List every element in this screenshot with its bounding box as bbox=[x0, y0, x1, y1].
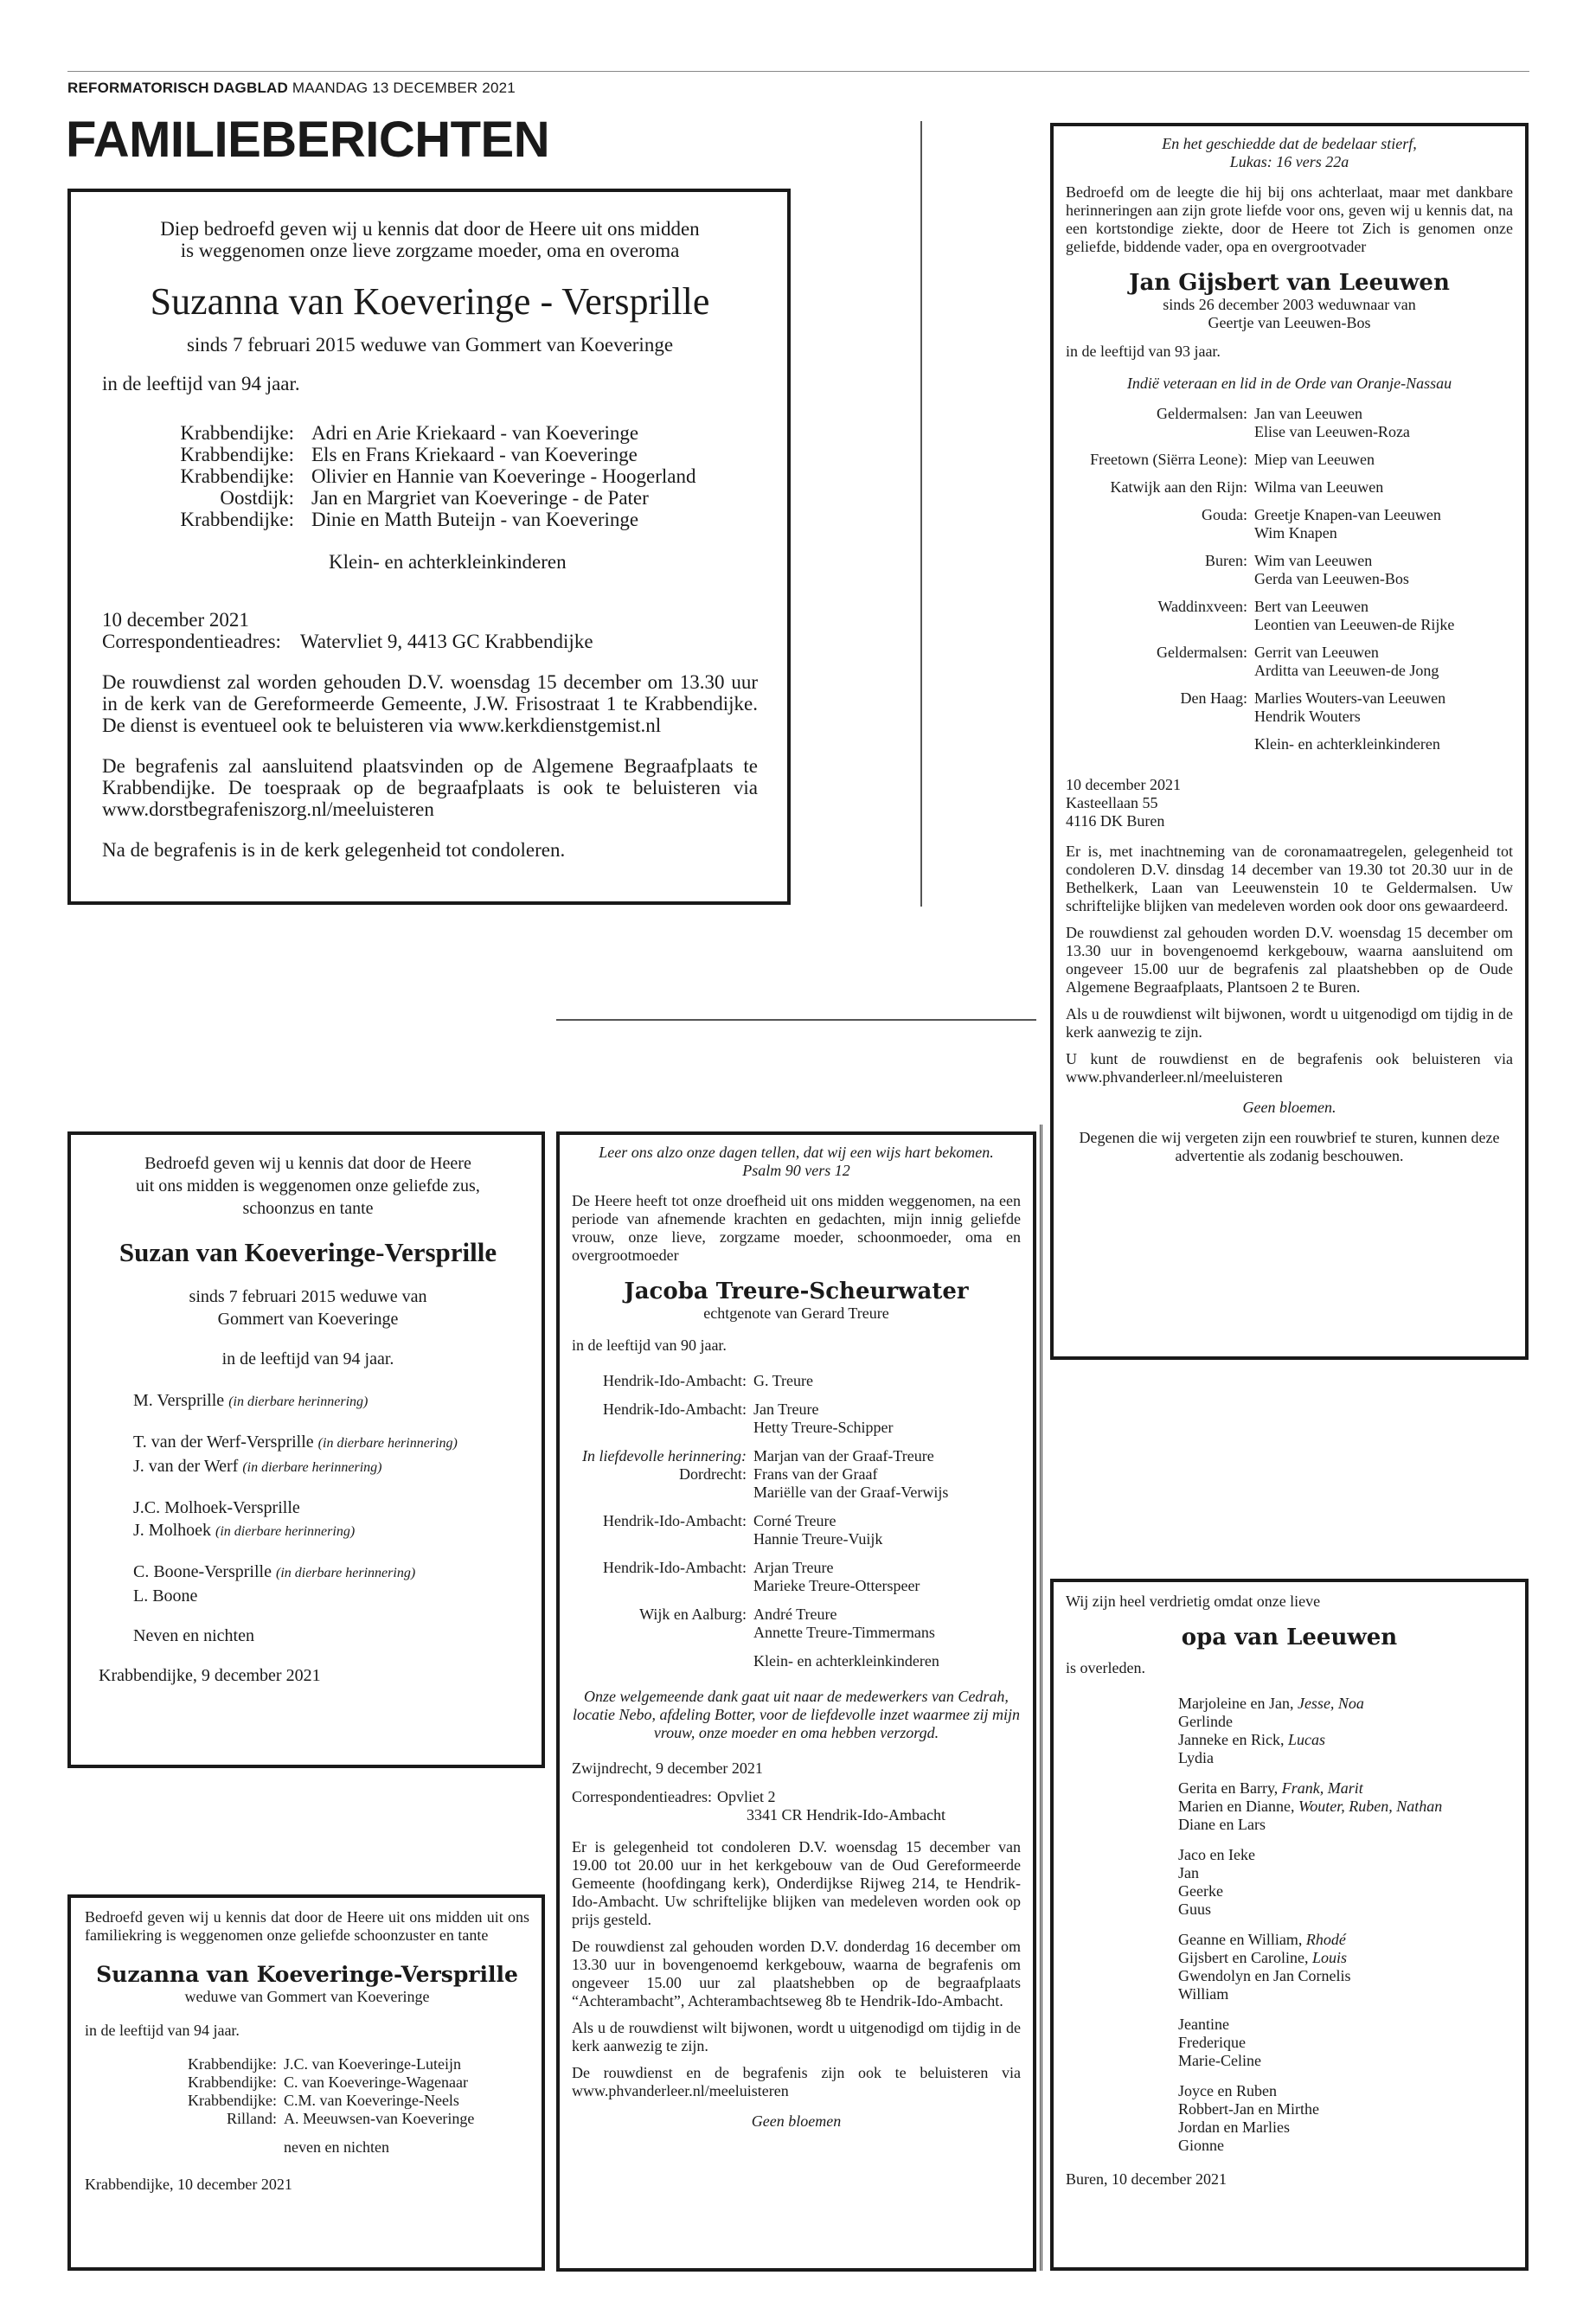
place-date: Krabbendijke, 9 december 2021 bbox=[99, 1666, 321, 1685]
family-name: Hendrik Wouters bbox=[1254, 708, 1361, 725]
family-name: Gerlinde bbox=[1178, 1713, 1233, 1730]
family-name: Gwendolyn en Jan Cornelis bbox=[1178, 1967, 1351, 1984]
family-place: Hendrik-Ido-Ambacht: bbox=[603, 1372, 747, 1389]
deceased-name: Suzanna van Koeveringe - Versprille bbox=[150, 280, 710, 323]
family-place: Krabbendijke: bbox=[188, 2055, 277, 2073]
place-date: Buren, 10 december 2021 bbox=[1066, 2170, 1227, 2188]
family-member: T. van der Werf-Versprille bbox=[133, 1433, 314, 1452]
family-name: G. Treure bbox=[753, 1372, 814, 1389]
family-name: Lydia bbox=[1178, 1749, 1214, 1766]
bible-verse: Leer ons alzo onze dagen tellen, dat wij een wijs hart bekomen. bbox=[599, 1144, 994, 1161]
family-name: Jan van Leeuwen bbox=[1254, 405, 1362, 422]
memory-note: (in dierbare herinnering) bbox=[242, 1460, 382, 1475]
family-name: Corné Treure bbox=[753, 1512, 836, 1529]
grandchildren-list bbox=[1178, 1695, 1513, 2155]
deceased-name: opa van Leeuwen bbox=[1181, 1625, 1398, 1650]
thanks-note: Onze welgemeende dank gaat uit naar de medewerkers van Cedrah, locatie Nebo, afdeling Botter, voor de liefdevolle inzet waarmee zij mijn vrouw, onze moeder en oma hebben verzorgd. bbox=[573, 1688, 1020, 1741]
age-line: in de leeftijd van 93 jaar. bbox=[1066, 343, 1221, 360]
family-name: Jaco en Ieke bbox=[1178, 1846, 1255, 1863]
address-line-2: 4116 DK Buren bbox=[1066, 812, 1165, 830]
service-info: De rouwdienst zal gehouden worden D.V. woensdag 15 december om 13.30 uur in bovengenoemd kerkgebouw, waarna aansluitend om ongeveer 15.00 uur de begrafenis zal plaatshebben op de Oude Algemene Begraafplaats, Plantsoen 2 te Buren. bbox=[1066, 924, 1513, 996]
intro-text: De Heere heeft tot onze droefheid uit ons midden weggenomen, na een periode van afnemende krachten en gedachten, mijn innig geliefde vrouw, onze lieve, zorgzame moeder, schoonmoeder, oma en overgrootmoeder bbox=[572, 1192, 1021, 1264]
family-names: C.M. van Koeveringe-Neels bbox=[284, 2092, 459, 2109]
family-name: Joyce en Ruben bbox=[1178, 2082, 1277, 2099]
intro-line-1: Diep bedroefd geven wij u kennis dat door de Heere uit ons midden bbox=[160, 218, 700, 240]
condolence-info: Er is gelegenheid tot condoleren D.V. woensdag 15 december van 19.00 tot 20.00 uur in het kerkgebouw van de Oud Gereformeerde Gemeente (hoofdingang kerk), Onderdijkse Rijweg 214, te Hendrik-Ido-Ambacht. Uw schriftelijke blijken van medeleven worden ook op prijs gesteld. bbox=[572, 1838, 1021, 1928]
verse-reference: Psalm 90 vers 12 bbox=[742, 1162, 850, 1179]
family-group bbox=[1178, 1779, 1513, 1834]
deceased-name: Suzanna van Koeveringe-Versprille bbox=[96, 1962, 518, 1987]
correspondence-address: Watervliet 9, 4413 GC Krabbendijke bbox=[299, 631, 593, 652]
child-names: Rhodé bbox=[1305, 1931, 1346, 1948]
deceased-line: is overleden. bbox=[1066, 1659, 1145, 1676]
deceased-name: Jacoba Treure-Scheurwater bbox=[624, 1279, 969, 1304]
obituary-suzanna-van-koeveringe-family bbox=[67, 1894, 545, 2271]
forgotten-note: Degenen die wij vergeten zijn een rouwbrief te sturen, kunnen deze advertentie als zodanig beschouwen. bbox=[1079, 1129, 1500, 1164]
child-names: Lucas bbox=[1287, 1731, 1325, 1748]
family-member: M. Versprille bbox=[133, 1391, 225, 1410]
family-names: C. van Koeveringe-Wagenaar bbox=[284, 2073, 468, 2091]
family-place: Waddinxveen: bbox=[1157, 598, 1247, 615]
age-line: in de leeftijd van 94 jaar. bbox=[85, 2022, 240, 2039]
correspondence-label: Correspondentieadres: bbox=[572, 1788, 712, 1805]
family-name: Wilma van Leeuwen bbox=[1254, 478, 1384, 496]
memory-note: (in dierbare herinnering) bbox=[317, 1436, 458, 1451]
memory-note: (in dierbare herinnering) bbox=[228, 1394, 369, 1409]
family-place: Rilland: bbox=[227, 2110, 277, 2127]
family-place: Buren: bbox=[1205, 552, 1247, 569]
family-group bbox=[1178, 1931, 1513, 2003]
family-member: J. van der Werf bbox=[133, 1457, 239, 1476]
family-name: Elise van Leeuwen-Roza bbox=[1254, 423, 1410, 440]
column-divider bbox=[920, 121, 922, 907]
family-list bbox=[563, 1372, 1021, 1670]
intro-line-2: is weggenomen onze lieve zorgzame moeder, oma en overoma bbox=[180, 240, 680, 261]
family-name: Wim van Leeuwen bbox=[1254, 552, 1373, 569]
family-list bbox=[102, 422, 758, 573]
deceased-name: Jan Gijsbert van Leeuwen bbox=[1129, 270, 1450, 296]
family-names: Jan en Margriet van Koeveringe - de Pater bbox=[311, 487, 649, 509]
address-line-1: Kasteellaan 55 bbox=[1066, 794, 1158, 811]
family-place: Gouda: bbox=[1202, 506, 1247, 523]
place-date: Krabbendijke, 10 december 2021 bbox=[85, 2176, 292, 2193]
service-info: De rouwdienst zal gehouden worden D.V. donderdag 16 december om 13.30 uur in bovengenoemd kerkgebouw, waarna de begrafenis om ongeveer 15.00 uur zal plaatshebben op de begraafplaats “Achterambacht”, Achterambachtseweg 8b te Hendrik-Ido-Ambacht. bbox=[572, 1938, 1021, 2009]
burial-info: De begrafenis zal aansluitend plaatsvinden op de Algemene Begraafplaats te Krabbendijke. De toespraak op de begraafplaats is ook te beluisteren via www.dorstbegrafeniszorg.nl/meeluisteren bbox=[102, 755, 758, 820]
notice-date: 10 december 2021 bbox=[102, 609, 249, 631]
column-divider-double bbox=[1040, 1125, 1042, 2271]
family-name: Jeantine bbox=[1178, 2016, 1229, 2033]
family-name: Frederique bbox=[1178, 2034, 1246, 2051]
intro-text: Bedroefd om de leegte die hij bij ons achterlaat, maar met dankbare herinneringen aan zijn grote liefde voor ons, geven wij u kennis dat, na een kortstondige ziekte, door de Heere tot Zich is genomen onze geliefde, biddende vader, opa en overgrootvader bbox=[1066, 183, 1513, 255]
family-place: Wijk en Aalburg: bbox=[639, 1606, 747, 1623]
family-place: Freetown (Siërra Leone): bbox=[1090, 451, 1247, 468]
family-name: Gerda van Leeuwen-Bos bbox=[1254, 570, 1409, 587]
family-name: Guus bbox=[1178, 1900, 1212, 1918]
notice-date: 10 december 2021 bbox=[1066, 776, 1181, 793]
intro-text: Wij zijn heel verdrietig omdat onze lieve bbox=[1066, 1593, 1321, 1610]
obituary-jacoba-treure-scheurwater bbox=[556, 1131, 1036, 2272]
family-name: Diane en Lars bbox=[1178, 1816, 1266, 1833]
family-place: Oostdijk: bbox=[220, 487, 294, 509]
obituary-opa-van-leeuwen bbox=[1050, 1579, 1529, 2271]
family-place: Krabbendijke: bbox=[180, 422, 294, 444]
family-list bbox=[133, 1389, 524, 1647]
spouse-line: echtgenote van Gerard Treure bbox=[703, 1304, 889, 1322]
family-place: Geldermalsen: bbox=[1157, 405, 1247, 422]
row-divider bbox=[556, 1019, 1036, 1021]
listen-info: De rouwdienst en de begrafenis zijn ook te beluisteren via www.phvanderleer.nl/meeluisteren bbox=[572, 2064, 1021, 2099]
family-names: A. Meeuwsen-van Koeveringe bbox=[284, 2110, 475, 2127]
bible-verse: En het geschiedde dat de bedelaar stierf, bbox=[1162, 135, 1417, 152]
age-line: in de leeftijd van 94 jaar. bbox=[102, 373, 300, 394]
family-name: Geanne en William, bbox=[1178, 1931, 1306, 1948]
age-line: in de leeftijd van 94 jaar. bbox=[221, 1349, 394, 1368]
widow-line: weduwe van Gommert van Koeveringe bbox=[184, 1988, 430, 2005]
family-name: Bert van Leeuwen bbox=[1254, 598, 1368, 615]
memory-note: (in dierbare herinnering) bbox=[215, 1524, 356, 1539]
obituary-suzan-van-koeveringe bbox=[67, 1131, 545, 1768]
correspondence bbox=[102, 631, 758, 652]
listen-info: U kunt de rouwdienst en de begrafenis ook beluisteren via www.phvanderleer.nl/meeluisteren bbox=[1066, 1050, 1513, 1086]
no-flowers: Geen bloemen bbox=[751, 2112, 842, 2130]
family-name: Jan bbox=[1178, 1864, 1199, 1881]
family-place: Den Haag: bbox=[1180, 689, 1247, 707]
no-flowers: Geen bloemen. bbox=[1242, 1099, 1336, 1116]
family-member: L. Boone bbox=[133, 1586, 198, 1606]
family-place: Krabbendijke: bbox=[180, 465, 294, 487]
family-name: Arjan Treure bbox=[753, 1559, 834, 1576]
nieces-nephews: neven en nichten bbox=[284, 2138, 389, 2156]
family-list bbox=[85, 2055, 529, 2157]
memory-label: In liefdevolle herinnering: bbox=[582, 1447, 747, 1465]
widow-line-1: sinds 7 februari 2015 weduwe van bbox=[189, 1287, 427, 1306]
grandchildren: Klein- en achterkleinkinderen bbox=[1254, 735, 1440, 753]
family-name: Marlies Wouters-van Leeuwen bbox=[1254, 689, 1446, 707]
family-place: Hendrik-Ido-Ambacht: bbox=[603, 1400, 747, 1418]
family-member: C. Boone-Versprille bbox=[133, 1562, 272, 1581]
family-name: Marjan van der Graaf-Treure bbox=[753, 1447, 934, 1465]
family-place: Hendrik-Ido-Ambacht: bbox=[603, 1512, 747, 1529]
family-name: Leontien van Leeuwen-de Rijke bbox=[1254, 616, 1455, 633]
correspondence-line-1: Opvliet 2 bbox=[716, 1788, 776, 1805]
memory-note: (in dierbare herinnering) bbox=[275, 1566, 416, 1580]
grandchildren: Klein- en achterkleinkinderen bbox=[329, 551, 567, 573]
family-names: Adri en Arie Kriekaard - van Koeveringe bbox=[311, 422, 639, 444]
family-name: Frans van der Graaf bbox=[753, 1465, 878, 1483]
child-names: Jesse, Noa bbox=[1297, 1695, 1364, 1712]
correspondence-label: Correspondentieadres: bbox=[102, 631, 281, 652]
family-place: Geldermalsen: bbox=[1157, 644, 1247, 661]
family-name: Jordan en Marlies bbox=[1178, 2118, 1290, 2136]
family-name: Marieke Treure-Otterspeer bbox=[753, 1577, 920, 1594]
family-name: Wim Knapen bbox=[1254, 524, 1337, 542]
attendance-info: Als u de rouwdienst wilt bijwonen, wordt u uitgenodigd om tijdig in de kerk aanwezig te zijn. bbox=[572, 2019, 1021, 2054]
child-names: Louis bbox=[1311, 1949, 1347, 1966]
verse-reference: Lukas: 16 vers 22a bbox=[1229, 153, 1349, 170]
condolence-info: Na de begrafenis is in de kerk gelegenheid tot condoleren. bbox=[102, 839, 566, 861]
obituary-suzanna-van-koeveringe bbox=[67, 189, 791, 905]
family-place: Krabbendijke: bbox=[188, 2092, 277, 2109]
family-name: Gerrit van Leeuwen bbox=[1254, 644, 1379, 661]
widower-line-2: Geertje van Leeuwen-Bos bbox=[1208, 314, 1371, 331]
attendance-info: Als u de rouwdienst wilt bijwonen, wordt u uitgenodigd om tijdig in de kerk aanwezig te zijn. bbox=[1066, 1005, 1513, 1041]
family-names: J.C. van Koeveringe-Luteijn bbox=[284, 2055, 461, 2073]
family-name: Marjoleine en Jan, bbox=[1178, 1695, 1298, 1712]
nieces-nephews: Neven en nichten bbox=[133, 1626, 254, 1645]
family-group bbox=[1178, 2082, 1513, 2155]
child-names: Frank, Marit bbox=[1281, 1779, 1363, 1797]
issue-date: MAANDAG 13 DECEMBER 2021 bbox=[292, 80, 516, 96]
family-name: Gerita en Barry, bbox=[1178, 1779, 1282, 1797]
family-group bbox=[1178, 2016, 1513, 2070]
paper-name: REFORMATORISCH DAGBLAD bbox=[67, 80, 288, 96]
family-name: William bbox=[1178, 1985, 1229, 2003]
section-title: FAMILIEBERICHTEN bbox=[66, 112, 550, 168]
family-names: Els en Frans Kriekaard - van Koeveringe bbox=[311, 444, 638, 465]
family-group bbox=[1178, 1846, 1513, 1919]
family-name: Geerke bbox=[1178, 1882, 1223, 1900]
family-name: Miep van Leeuwen bbox=[1254, 451, 1375, 468]
family-name: Hannie Treure-Vuijk bbox=[753, 1530, 883, 1548]
family-name: Annette Treure-Timmermans bbox=[753, 1624, 935, 1641]
grandchildren: Klein- en achterkleinkinderen bbox=[753, 1652, 939, 1670]
family-place: Krabbendijke: bbox=[180, 444, 294, 465]
veteran-line: Indië veteraan en lid in de Orde van Oranje-Nassau bbox=[1126, 375, 1452, 392]
family-name: Robbert-Jan en Mirthe bbox=[1178, 2100, 1319, 2118]
family-list bbox=[1057, 405, 1513, 753]
intro-text: Bedroefd geven wij u kennis dat door de Heere uit ons midden uit ons familiekring is weggenomen onze geliefde schoonzuster en tante bbox=[85, 1908, 529, 1944]
correspondence-line-2: 3341 CR Hendrik-Ido-Ambacht bbox=[747, 1806, 945, 1823]
family-place: Krabbendijke: bbox=[188, 2073, 277, 2091]
service-info: De rouwdienst zal worden gehouden D.V. woensdag 15 december om 13.30 uur in de kerk van de Gereformeerde Gemeente, J.W. Frisostraat 1 te Krabbendijke. De dienst is eventueel ook te beluisteren via www.kerkdienstgemist.nl bbox=[102, 671, 758, 736]
deceased-name: Suzan van Koeveringe-Versprille bbox=[119, 1237, 497, 1267]
family-names: Olivier en Hannie van Koeveringe - Hoogerland bbox=[311, 465, 696, 487]
family-name: Jan Treure bbox=[753, 1400, 819, 1418]
family-place: Krabbendijke: bbox=[180, 509, 294, 530]
top-rule bbox=[67, 71, 1529, 72]
family-name: Janneke en Rick, bbox=[1178, 1731, 1288, 1748]
family-name: Mariëlle van der Graaf-Verwijs bbox=[753, 1484, 949, 1501]
family-group bbox=[1178, 1695, 1513, 1767]
intro-line-2: uit ons midden is weggenomen onze geliefde zus, bbox=[136, 1176, 480, 1195]
family-name: Marien en Dianne, bbox=[1178, 1798, 1298, 1815]
family-names: Dinie en Matth Buteijn - van Koeveringe bbox=[311, 509, 639, 530]
family-place: Hendrik-Ido-Ambacht: bbox=[603, 1559, 747, 1576]
place-date: Zwijndrecht, 9 december 2021 bbox=[572, 1759, 763, 1777]
family-name: Marie-Celine bbox=[1178, 2052, 1261, 2069]
family-name: Gionne bbox=[1178, 2137, 1224, 2154]
widower-line-1: sinds 26 december 2003 weduwnaar van bbox=[1163, 296, 1416, 313]
intro-line-1: Bedroefd geven wij u kennis dat door de Heere bbox=[144, 1154, 471, 1173]
family-name: Gijsbert en Caroline, bbox=[1178, 1949, 1312, 1966]
family-name: Arditta van Leeuwen-de Jong bbox=[1254, 662, 1439, 679]
family-name: André Treure bbox=[753, 1606, 837, 1623]
family-place: Dordrecht: bbox=[679, 1465, 747, 1483]
family-name: Greetje Knapen-van Leeuwen bbox=[1254, 506, 1441, 523]
family-name: Hetty Treure-Schipper bbox=[753, 1419, 894, 1436]
child-names: Wouter, Ruben, Nathan bbox=[1298, 1798, 1443, 1815]
age-line: in de leeftijd van 90 jaar. bbox=[572, 1336, 727, 1354]
page-header bbox=[67, 80, 516, 97]
intro-line-3: schoonzus en tante bbox=[242, 1199, 374, 1218]
family-place: Katwijk aan den Rijn: bbox=[1110, 478, 1247, 496]
widow-line-2: Gommert van Koeveringe bbox=[217, 1310, 399, 1329]
family-member: J.C. Molhoek-Versprille bbox=[133, 1498, 300, 1517]
obituary-jan-gijsbert-van-leeuwen bbox=[1050, 123, 1529, 1360]
widow-line: sinds 7 februari 2015 weduwe van Gommert van Koeveringe bbox=[186, 334, 674, 356]
correspondence bbox=[572, 1788, 1021, 1806]
condolence-info: Er is, met inachtneming van de coronamaatregelen, gelegenheid tot condoleren D.V. dinsdag 14 december van 19.30 tot 20.30 uur in de Bethelkerk, Laan van Leeuwenstein 10 te Geldermalsen. Uw schriftelijke blijken van medeleven worden ook door ons gewaardeerd. bbox=[1066, 843, 1513, 914]
family-member: J. Molhoek bbox=[133, 1521, 211, 1540]
